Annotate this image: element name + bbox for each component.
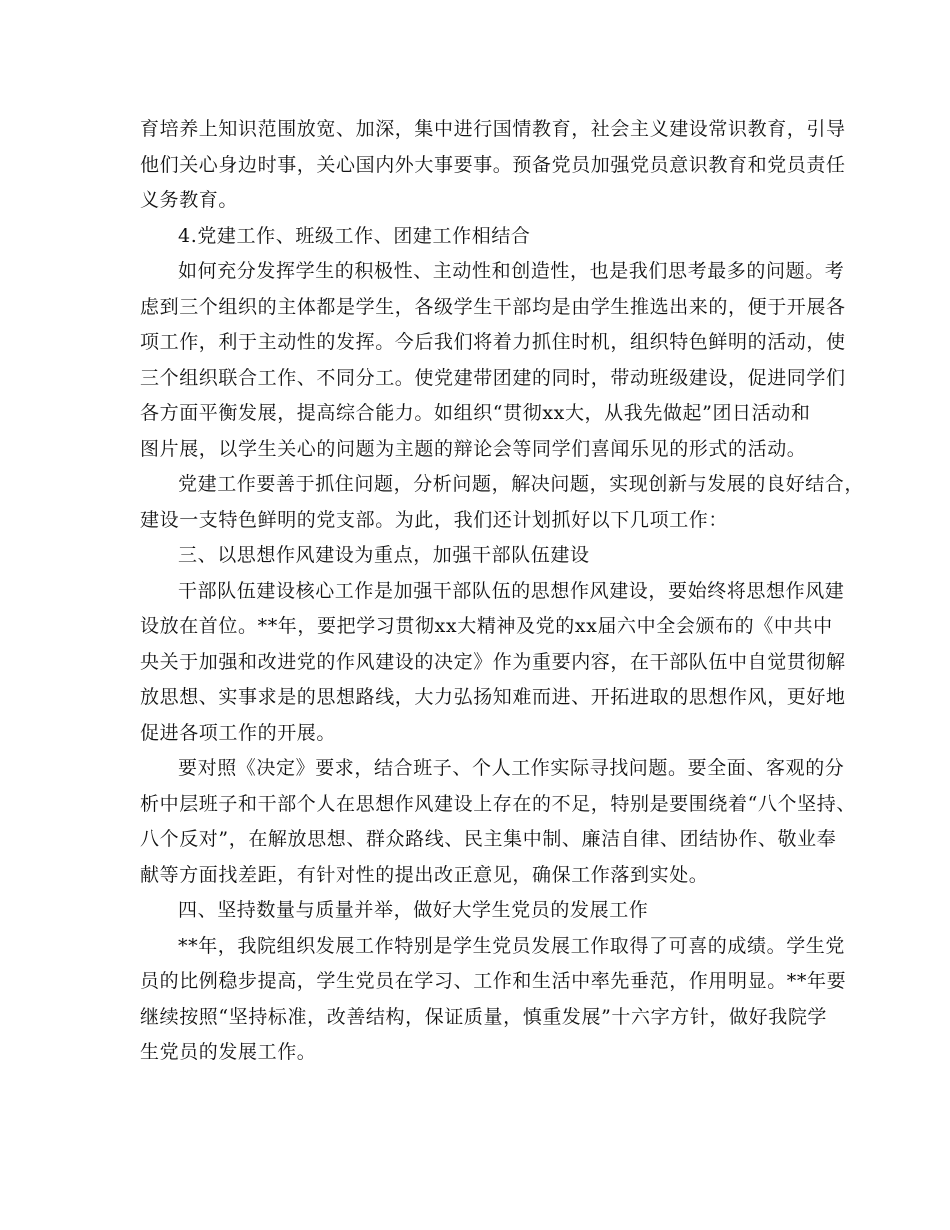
text-line: 三、以思想作风建设为重点，加强干部队伍建设 (178, 544, 590, 566)
text-line: 献等方面找差距，有针对性的提出改正意见，确保工作落到实处。 (140, 863, 709, 886)
text-line: 设放在首位。**年，要把学习贯彻xx大精神及党的xx届六中全会颁布的《中共中 (140, 615, 833, 637)
text-line: 生党员的发展工作。 (140, 1041, 317, 1063)
text-line: **年，我院组织发展工作特别是学生党员发展工作取得了可喜的成绩。学生党 (178, 934, 846, 957)
paragraph-p2 (140, 219, 820, 255)
paragraph-p8 (140, 893, 820, 929)
text-line: 党建工作要善于抓住问题，分析问题，解决问题，实现创新与发展的良好结合， (178, 473, 865, 495)
paragraph-p3 (140, 254, 846, 467)
text-line: 析中层班子和干部个人在思想作风建设上存在的不足，特别是要围绕着“八个坚持、 (140, 792, 856, 815)
text-line: 如何充分发挥学生的积极性、主动性和创造性，也是我们思考最多的问题。考 (178, 260, 845, 282)
text-line: 继续按照“坚持标准，改善结构，保证质量，慎重发展”十六字方针，做好我院学 (140, 1005, 828, 1028)
text-line: 干部队伍建设核心工作是加强干部队伍的思想作风建设，要始终将思想作风建 (178, 579, 845, 602)
text-line: 要对照《决定》要求，结合班子、个人工作实际寻找问题。要全面、客观的分 (178, 757, 845, 779)
text-line: 四、坚持数量与质量并举，做好大学生党员的发展工作 (178, 899, 649, 921)
paragraph-p6 (140, 574, 846, 752)
text-line: 虑到三个组织的主体都是学生，各级学生干部均是由学生推选出来的，便于开展各 (140, 295, 846, 318)
text-line: 育培养上知识范围放宽、加深，集中进行国情教育，社会主义建设常识教育，引导 (140, 118, 846, 140)
document-body (140, 112, 865, 1071)
text-line: 三个组织联合工作、不同分工。使党建带团建的同时，带动班级建设，促进同学们 (140, 366, 846, 389)
text-line: 八个反对”，在解放思想、群众路线、民主集中制、廉洁自律、团结协作、敬业奉 (140, 828, 837, 850)
text-line: 他们关心身边时事，关心国内外大事要事。预备党员加强党员意识教育和党员责任 (140, 153, 846, 176)
text-line: 义务教育。 (140, 189, 239, 211)
text-line: 员的比例稳步提高，学生党员在学习、工作和生活中率先垂范，作用明显。**年要 (140, 970, 847, 992)
text-line: 项工作，利于主动性的发挥。今后我们将着力抓住时机，组织特色鲜明的活动，使 (140, 331, 846, 353)
paragraph-p4 (140, 467, 865, 538)
text-line: 各方面平衡发展，提高综合能力。如组织“贯彻xx大，从我先做起”团日活动和 (140, 402, 811, 424)
text-line: 4.党建工作、班级工作、团建工作相结合 (178, 224, 531, 247)
text-line: 放思想、实事求是的思想路线，大力弘扬知难而进、开拓进取的思想作风，更好地 (140, 686, 846, 708)
paragraph-p5 (140, 538, 820, 574)
text-line: 图片展，以学生关心的问题为主题的辩论会等同学们喜闻乐见的形式的活动。 (140, 437, 807, 460)
paragraph-p9 (140, 929, 847, 1071)
text-line: 央关于加强和改进党的作风建设的决定》作为重要内容，在干部队伍中自觉贯彻解 (140, 650, 846, 673)
paragraph-p1 (140, 112, 846, 219)
paragraph-p7 (140, 751, 856, 893)
text-line: 促进各项工作的开展。 (140, 721, 337, 744)
text-line: 建设一支特色鲜明的党支部。为此，我们还计划抓好以下几项工作： (140, 508, 729, 531)
